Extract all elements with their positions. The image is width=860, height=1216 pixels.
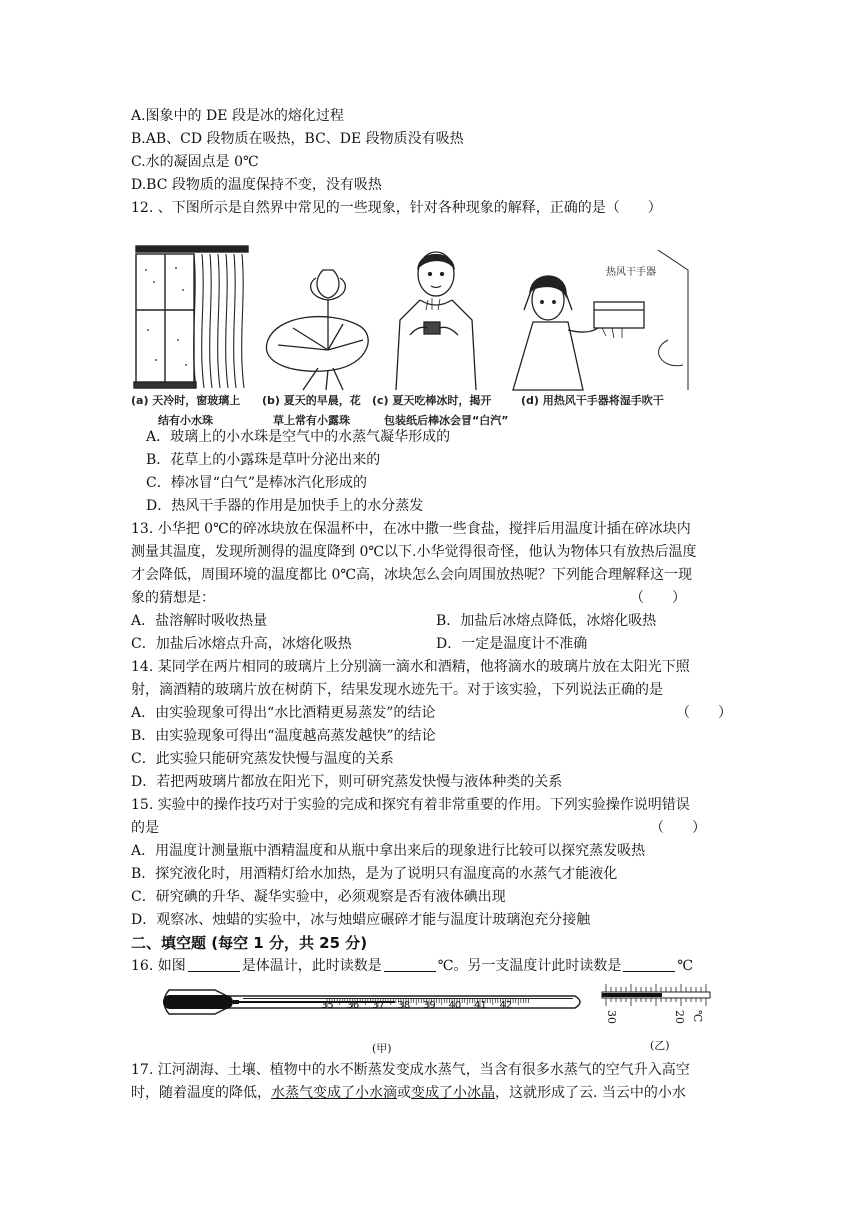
q13-answer-paren: （ ） [630, 590, 686, 606]
thermometer-tick-label: 35 [321, 1000, 334, 1011]
caption-b-line2: 草上常有小露珠 [273, 414, 350, 427]
q13-option-c: C．加盐后冰熔点升高，冰熔化吸热 [131, 636, 352, 652]
q15-answer-paren: （ ） [650, 820, 706, 836]
q14-option-c: C．此实验只能研究蒸发快慢与温度的关系 [131, 751, 394, 767]
caption-a-line2: 结有小水珠 [158, 414, 213, 427]
q15-line2: 的是 [131, 820, 159, 836]
q16-text-4: ℃ [677, 958, 694, 974]
second-thermometer [600, 982, 715, 1010]
q16-text-1: 16. 如图 [131, 958, 186, 974]
girl-illustration [513, 250, 688, 390]
q16-blank-1 [188, 957, 240, 972]
q17-underlined-2: 变成了小冰晶 [411, 1085, 495, 1101]
q16-blank-2 [384, 957, 436, 972]
q15-option-b: B．探究液化时，用酒精灯给水加热，是为了说明只有温度高的水蒸气才能液化 [131, 866, 618, 882]
caption-yi: (乙) [650, 1039, 670, 1052]
q15-line1: 15. 实验中的操作技巧对于实验的完成和探究有着非常重要的作用。下列实验操作说明错误 [131, 797, 690, 813]
q13-option-a: A．盐溶解时吸收热量 [131, 613, 268, 629]
q17-underlined-1: 水蒸气变成了小水滴 [271, 1085, 397, 1101]
q13-line3: 才会降低，周围环境的温度都比 0℃高，冰块怎么会向周围放热呢？下列能合理解释这一现 [131, 567, 693, 583]
q15-option-c: C．研究碘的升华、凝华实验中，必须观察是否有液体碘出现 [131, 889, 506, 905]
q13-line2: 测量其温度，发现所测得的温度降到 0℃以下.小华觉得很奇怪，他认为物体只有放热后温度 [131, 544, 697, 560]
q12-option-c: C．棒冰冒“白气”是棒冰汽化形成的 [146, 475, 368, 491]
q13-option-b: B．加盐后冰熔点降低，冰熔化吸热 [436, 613, 657, 629]
q13-line1: 13. 小华把 0℃的碎冰块放在保温杯中，在冰中撒一些食盐，搅拌后用温度计插在碎冰块内 [131, 521, 691, 537]
q13-line4: 象的猜想是： [131, 590, 215, 606]
q11-option-b: B.AB、CD 段物质在吸热，BC、DE 段物质没有吸热 [131, 131, 464, 147]
q12-option-b: B．花草上的小露珠是草叶分泌出来的 [146, 452, 381, 468]
q15-option-a: A．用温度计测量瓶中酒精温度和从瓶中拿出来后的现象进行比较可以探究蒸发吸热 [131, 843, 646, 859]
section-title-fill-in: 二、填空题 (每空 1 分，共 25 分) [131, 934, 368, 952]
side-tick-30: 30 [605, 1010, 618, 1024]
q14-option-a: A．由实验现象可得出“水比酒精更易蒸发”的结论 [131, 705, 436, 721]
q11-option-a: A.图象中的 DE 段是冰的熔化过程 [131, 108, 344, 124]
side-tick-20: 20 [673, 1010, 686, 1024]
caption-d-line1: (d) 用热风干手器将湿手吹干 [521, 394, 664, 407]
q14-line2: 射，滴酒精的玻璃片放在树荫下，结果发现水迹先干。对于该实验，下列说法正确的是 [131, 682, 663, 698]
q17-text-a: 时，随着温度的降低， [131, 1085, 271, 1101]
q14-line1: 14. 某同学在两片相同的玻璃片上分别滴一滴水和酒精，他将滴水的玻璃片放在太阳光下照 [131, 659, 690, 675]
thermometer-tick-label: 39 [423, 1000, 436, 1011]
clinical-thermometer [155, 982, 587, 1022]
q14-answer-paren: （ ） [676, 705, 732, 721]
q13-option-d: D．一定是温度计不准确 [436, 636, 588, 652]
q15-option-d: D．观察冰、烛蜡的实验中，冰与烛蜡应碾碎才能与温度计玻璃泡充分接触 [131, 912, 591, 928]
q17-text-e: ，这就形成了云. 当云中的小水 [495, 1085, 686, 1101]
q17-line2 [131, 1083, 686, 1103]
thermometer-tick-label: 41 [474, 1000, 487, 1011]
thermometer-tick-label: 36 [346, 1000, 360, 1011]
caption-jia: (甲) [372, 1042, 392, 1055]
q17-line1: 17. 江河湖海、土壤、植物中的水不断蒸发变成水蒸气，当含有很多水蒸气的空气升入高空 [131, 1062, 690, 1078]
q11-option-c: C.水的凝固点是 0℃ [131, 154, 259, 170]
caption-c-line2: 包装纸后棒冰会冒“白汽” [384, 414, 509, 427]
q17-text-c: 或 [397, 1085, 411, 1101]
caption-b-line1: (b) 夏天的早晨，花 [262, 394, 361, 407]
thermometer-tick-label: 40 [448, 1000, 462, 1011]
q16-line [131, 956, 693, 976]
lotus-illustration [266, 270, 368, 390]
q11-option-d: D.BC 段物质的温度保持不变，没有吸热 [131, 177, 382, 193]
thermometer-tick-label: 42 [499, 1000, 513, 1011]
q12-stem: 12. 、下图所示是自然界中常见的一些现象，针对各种现象的解释，正确的是（ ） [131, 200, 662, 216]
dryer-label: 热风干手器 [606, 267, 656, 278]
q16-text-2: 是体温计，此时读数是 [241, 958, 382, 974]
q14-option-d: D．若把两玻璃片都放在阳光下，则可研究蒸发快慢与液体种类的关系 [131, 774, 563, 790]
q16-text-3: ℃。另一支温度计此时读数是 [437, 958, 622, 974]
caption-a-line1: (a) 天冷时，窗玻璃上 [131, 394, 241, 407]
thermometer-tick-label: 37 [372, 1000, 385, 1011]
q16-blank-3 [623, 957, 675, 972]
thermometer-tick-label: 38 [397, 1000, 411, 1011]
q12-option-a: A．玻璃上的小水珠是空气中的水蒸气凝华形成的 [146, 429, 451, 445]
q12-option-d: D．热风干手器的作用是加快手上的水分蒸发 [146, 498, 424, 514]
caption-c-line1: (c) 夏天吃棒冰时，揭开 [372, 394, 492, 407]
boy-illustration [396, 252, 476, 390]
q14-option-b: B．由实验现象可得出“温度越高蒸发越快”的结论 [131, 728, 436, 744]
side-tick-unit: ℃ [691, 1010, 704, 1023]
window-illustration [134, 246, 248, 388]
